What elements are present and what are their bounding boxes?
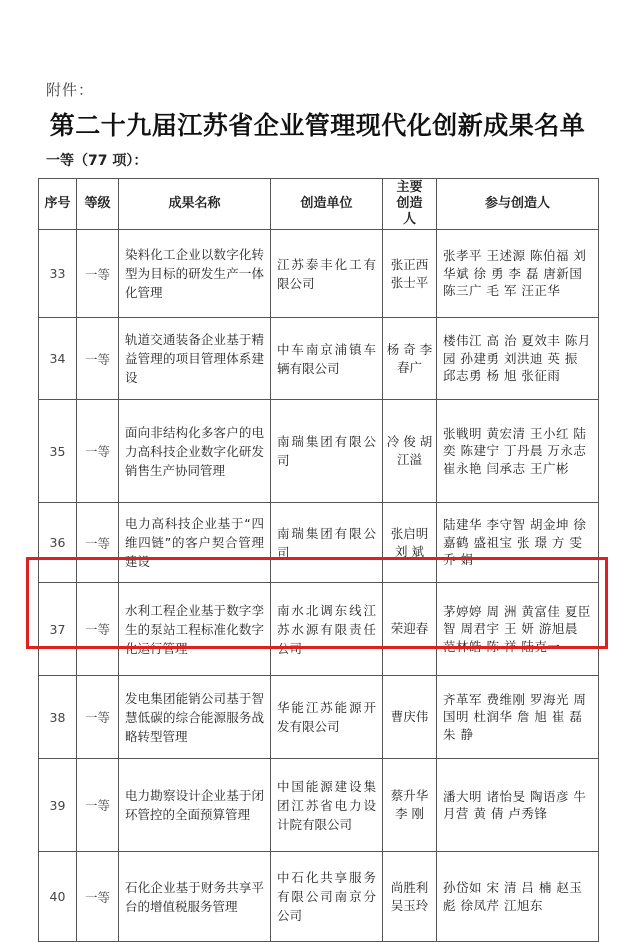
table-row xyxy=(39,400,599,503)
row-unit: 南瑞集团有限公司 xyxy=(271,503,383,583)
row-unit: 南瑞集团有限公司 xyxy=(271,400,383,503)
row-grade: 一等 xyxy=(77,852,119,942)
row-unit: 中车南京浦镇车辆有限公司 xyxy=(271,318,383,400)
header-participants: 参与创造人 xyxy=(437,179,599,230)
row-name: 电力勘察设计企业基于闭环管控的全面预算管理 xyxy=(119,759,271,852)
table-row xyxy=(39,318,599,400)
grade-heading: 一等（77 项）： xyxy=(46,153,148,169)
row-main: 张启明 刘 斌 xyxy=(383,503,437,583)
row-no: 40 xyxy=(39,852,77,942)
row-grade: 一等 xyxy=(77,400,119,503)
row-unit: 南水北调东线江苏水源有限责任公司 xyxy=(271,583,383,676)
row-main: 冷 俊 胡江溢 xyxy=(383,400,437,503)
row-main: 张正西 张士平 xyxy=(383,230,437,318)
row-participants: 张戦明 黄宏清 王小红 陆 奕 陈建宁 丁丹晨 万永志 崔永艳 闫承志 王广彬 xyxy=(437,400,599,503)
row-no: 36 xyxy=(39,503,77,583)
header-name: 成果名称 xyxy=(119,179,271,230)
row-main: 曹庆伟 xyxy=(383,676,437,759)
row-unit: 中国能源建设集团江苏省电力设计院有限公司 xyxy=(271,759,383,852)
row-participants: 齐革军 费维刚 罗海光 周国明 杜润华 詹 旭 崔 磊 朱 静 xyxy=(437,676,599,759)
results-table xyxy=(38,178,599,942)
row-grade: 一等 xyxy=(77,759,119,852)
row-no: 38 xyxy=(39,676,77,759)
row-grade: 一等 xyxy=(77,230,119,318)
row-name: 染料化工企业以数字化转型为目标的研发生产一体化管理 xyxy=(119,230,271,318)
row-name: 水利工程企业基于数字孪生的泵站工程标准化数字化运行管理 xyxy=(119,583,271,676)
row-participants: 茅婷婷 周 洲 黄富佳 夏臣智 周君宇 王 妍 游旭晨 范林皓 陈 祥 陆克一 xyxy=(437,583,599,676)
row-no: 39 xyxy=(39,759,77,852)
row-grade: 一等 xyxy=(77,503,119,583)
header-no: 序号 xyxy=(39,179,77,230)
row-name: 面向非结构化多客户的电力高科技企业数字化研发销售生产协同管理 xyxy=(119,400,271,503)
table-row xyxy=(39,503,599,583)
row-no: 34 xyxy=(39,318,77,400)
attachment-label: 附件： xyxy=(46,81,95,99)
table-row xyxy=(39,759,599,852)
row-unit: 中石化共享服务有限公司南京分公司 xyxy=(271,852,383,942)
row-name: 发电集团能销公司基于智慧低碳的综合能源服务战略转型管理 xyxy=(119,676,271,759)
table-row-highlighted xyxy=(39,583,599,676)
row-participants: 陆建华 李守智 胡金坤 徐嘉鹤 盛祖宝 张 璟 方 雯 乔 娟 xyxy=(437,503,599,583)
page-title: 第二十九届江苏省企业管理现代化创新成果名单 xyxy=(49,111,586,140)
row-main: 荣迎春 xyxy=(383,583,437,676)
row-grade: 一等 xyxy=(77,676,119,759)
table-row xyxy=(39,230,599,318)
row-unit: 江苏泰丰化工有限公司 xyxy=(271,230,383,318)
row-name: 电力高科技企业基于“四维四链”的客户契合管理建设 xyxy=(119,503,271,583)
row-participants: 潘大明 诸怡旻 陶语彦 牛月营 黄 倩 卢秀锋 xyxy=(437,759,599,852)
row-participants: 孙岱如 宋 清 吕 楠 赵玉彪 徐凤芹 江旭东 xyxy=(437,852,599,942)
row-participants: 张孝平 王述源 陈伯福 刘华斌 徐 勇 李 磊 唐新国 陈三广 毛 军 汪正华 xyxy=(437,230,599,318)
row-name: 石化企业基于财务共享平台的增值税服务管理 xyxy=(119,852,271,942)
row-grade: 一等 xyxy=(77,583,119,676)
row-participants: 楼伟江 高 治 夏效丰 陈月园 孙建勇 刘洪迪 英 振 邱志勇 杨 旭 张征雨 xyxy=(437,318,599,400)
row-main: 尚胜利 吴玉玲 xyxy=(383,852,437,942)
header-grade: 等级 xyxy=(77,179,119,230)
header-main: 主要创造人 xyxy=(383,179,437,230)
row-grade: 一等 xyxy=(77,318,119,400)
row-no: 33 xyxy=(39,230,77,318)
row-main: 蔡升华 李 刚 xyxy=(383,759,437,852)
table-row xyxy=(39,852,599,942)
row-unit: 华能江苏能源开发有限公司 xyxy=(271,676,383,759)
header-unit: 创造单位 xyxy=(271,179,383,230)
row-name: 轨道交通装备企业基于精益管理的项目管理体系建设 xyxy=(119,318,271,400)
table-row xyxy=(39,676,599,759)
row-no: 35 xyxy=(39,400,77,503)
table-header-row xyxy=(39,179,599,230)
row-no: 37 xyxy=(39,583,77,676)
row-main: 杨 奇 李春广 xyxy=(383,318,437,400)
